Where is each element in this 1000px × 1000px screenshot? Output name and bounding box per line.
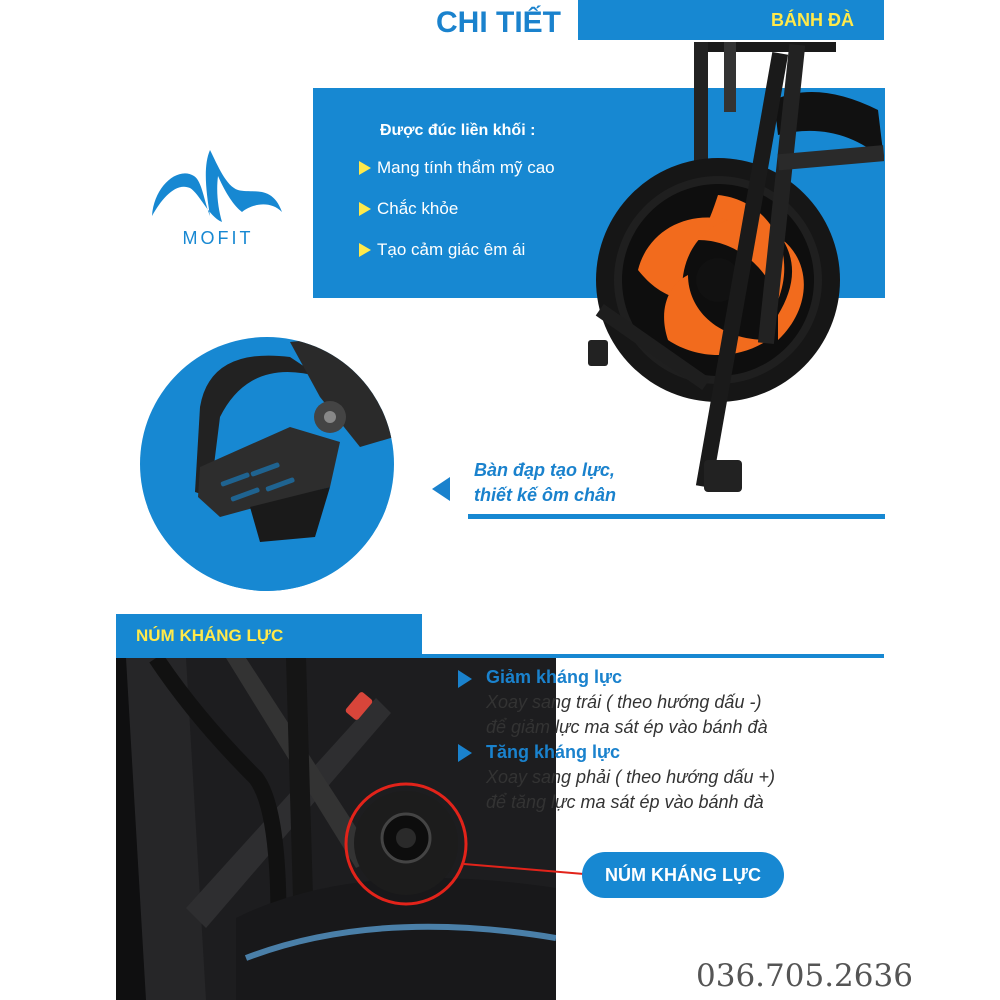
increase-resistance-title: Tăng kháng lực [486, 742, 621, 762]
pedal-closeup-image [140, 337, 394, 591]
pedal-caption-line: thiết kế ôm chân [474, 485, 617, 505]
section-header-flywheel: BÁNH ĐÀ [578, 0, 884, 40]
triangle-bullet-icon [458, 670, 472, 688]
feature-item-label: Chắc khỏe [377, 199, 459, 218]
increase-resistance-desc [486, 765, 775, 815]
section-header-knob: NÚM KHÁNG LỰC [116, 614, 422, 658]
flywheel-bike-image [578, 40, 884, 510]
desc-line: để giảm lực ma sát ép vào bánh đà [486, 717, 768, 737]
triangle-bullet-icon [359, 202, 371, 216]
mofit-logo-mark-icon [148, 146, 288, 228]
feature-item [359, 158, 555, 178]
phone-number: 036.705.2636 [696, 958, 913, 994]
triangle-bullet-icon [359, 161, 371, 175]
triangle-bullet-icon [359, 243, 371, 257]
decrease-resistance-title: Giảm kháng lực [486, 667, 623, 687]
feature-item [359, 199, 458, 219]
mofit-logo [148, 146, 288, 256]
desc-line: Xoay sang phải ( theo hướng dấu +) [486, 767, 775, 787]
knob-badge: NÚM KHÁNG LỰC [582, 852, 784, 898]
page-title: CHI TIẾT [436, 6, 561, 39]
triangle-bullet-icon [458, 744, 472, 762]
desc-line: Xoay sang trái ( theo hướng dấu -) [486, 692, 762, 712]
decrease-resistance-desc [486, 690, 768, 740]
logo-text: MOFIT [182, 228, 254, 248]
left-arrow-icon [432, 477, 450, 501]
pedal-caption-line: Bàn đạp tạo lực, [474, 460, 615, 480]
divider-line [468, 514, 885, 519]
feature-item [359, 240, 525, 260]
feature-item-label: Tạo cảm giác êm ái [377, 240, 526, 259]
pedal-caption [474, 458, 616, 508]
desc-line: để tăng lực ma sát ép vào bánh đà [486, 792, 764, 812]
feature-heading: Được đúc liền khối : [380, 122, 536, 139]
feature-item-label: Mang tính thẩm mỹ cao [377, 158, 555, 177]
